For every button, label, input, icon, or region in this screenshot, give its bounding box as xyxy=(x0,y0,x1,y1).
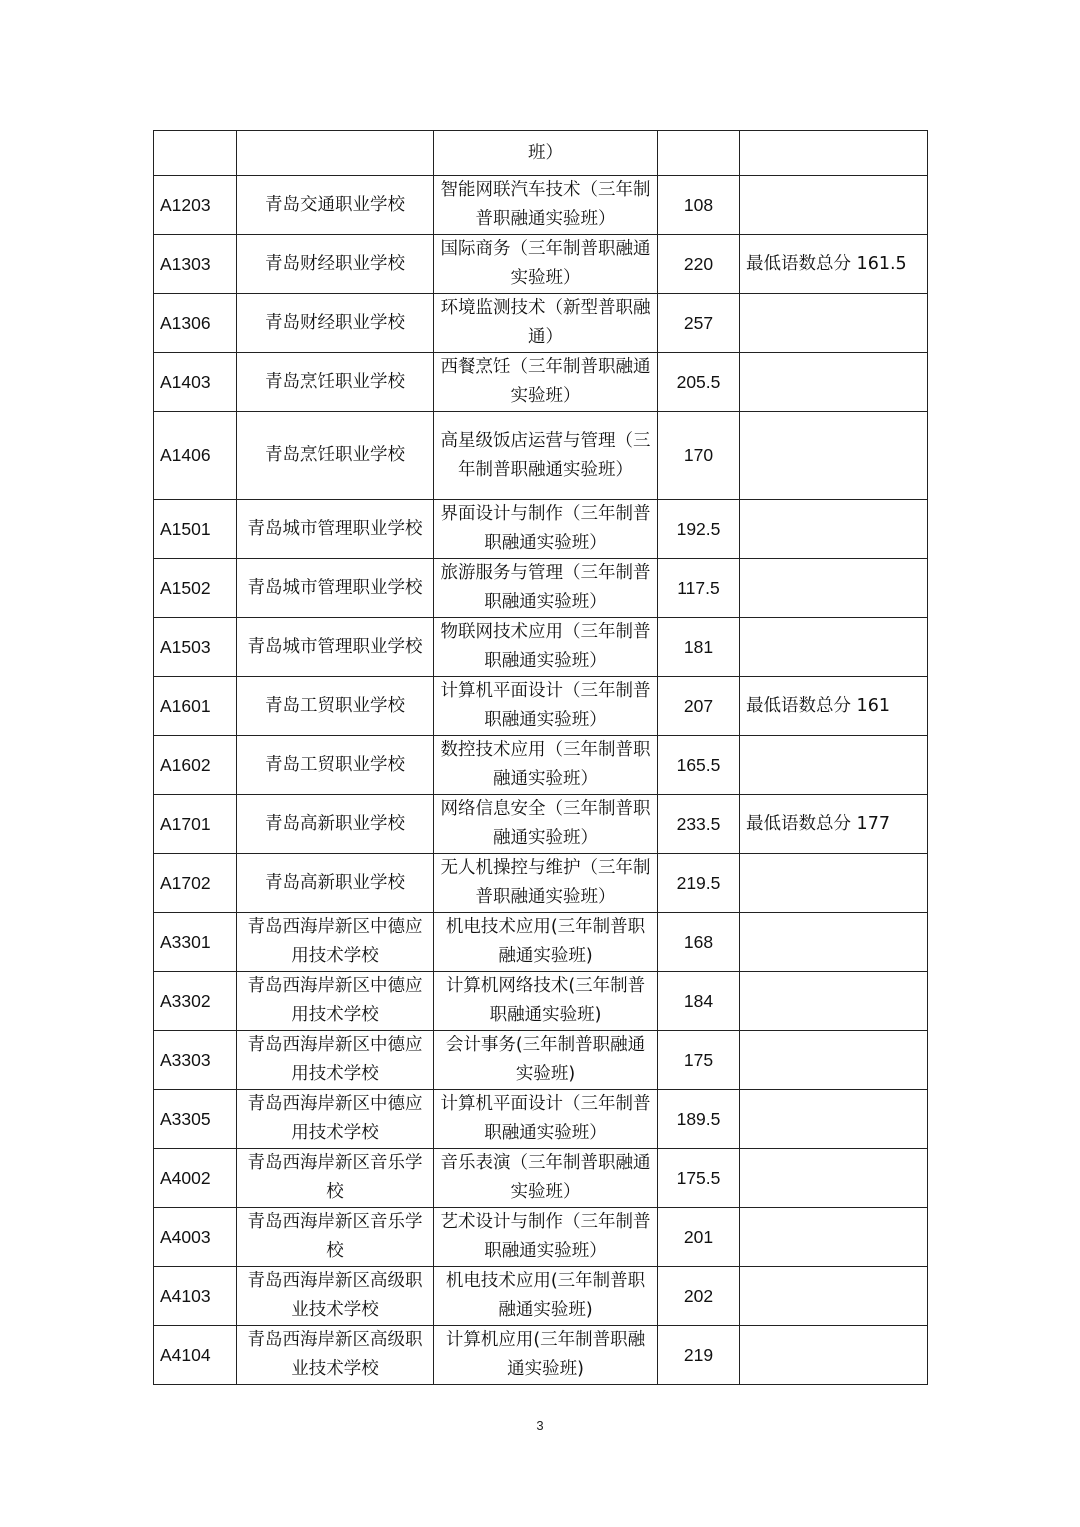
school-code-cell: A1406 xyxy=(154,412,237,500)
school-code-cell: A3301 xyxy=(154,913,237,972)
major-cell: 计算机网络技术(三年制普职融通实验班) xyxy=(434,972,658,1031)
table-row xyxy=(154,1208,928,1267)
major-cell: 界面设计与制作（三年制普职融通实验班） xyxy=(434,500,658,559)
score-cell: 168 xyxy=(658,913,740,972)
school-name-cell: 青岛西海岸新区中德应用技术学校 xyxy=(237,913,434,972)
school-name-cell xyxy=(237,131,434,176)
note-cell xyxy=(740,353,928,412)
school-name-cell: 青岛烹饪职业学校 xyxy=(237,412,434,500)
table-row xyxy=(154,131,928,176)
major-cell: 计算机平面设计（三年制普职融通实验班） xyxy=(434,1090,658,1149)
note-cell xyxy=(740,1326,928,1385)
note-cell xyxy=(740,1090,928,1149)
major-cell: 计算机应用(三年制普职融通实验班) xyxy=(434,1326,658,1385)
school-code-cell: A1501 xyxy=(154,500,237,559)
note-cell xyxy=(740,1267,928,1326)
school-code-cell: A4104 xyxy=(154,1326,237,1385)
school-code-cell: A4103 xyxy=(154,1267,237,1326)
school-name-cell: 青岛交通职业学校 xyxy=(237,176,434,235)
major-cell: 国际商务（三年制普职融通实验班） xyxy=(434,235,658,294)
score-cell: 219.5 xyxy=(658,854,740,913)
school-name-cell: 青岛西海岸新区高级职业技术学校 xyxy=(237,1267,434,1326)
note-cell xyxy=(740,559,928,618)
score-cell: 202 xyxy=(658,1267,740,1326)
school-code-cell: A1702 xyxy=(154,854,237,913)
school-code-cell xyxy=(154,131,237,176)
note-cell xyxy=(740,618,928,677)
major-cell: 数控技术应用（三年制普职融通实验班） xyxy=(434,736,658,795)
table-row xyxy=(154,176,928,235)
score-cell: 181 xyxy=(658,618,740,677)
school-name-cell: 青岛工贸职业学校 xyxy=(237,736,434,795)
school-name-cell: 青岛财经职业学校 xyxy=(237,294,434,353)
school-name-cell: 青岛西海岸新区高级职业技术学校 xyxy=(237,1326,434,1385)
major-cell: 班） xyxy=(434,131,658,176)
note-cell xyxy=(740,854,928,913)
table-row xyxy=(154,294,928,353)
major-cell: 高星级饭店运营与管理（三年制普职融通实验班） xyxy=(434,412,658,500)
school-name-cell: 青岛西海岸新区中德应用技术学校 xyxy=(237,972,434,1031)
note-cell xyxy=(740,294,928,353)
table-row xyxy=(154,559,928,618)
score-cell xyxy=(658,131,740,176)
school-name-cell: 青岛西海岸新区音乐学校 xyxy=(237,1208,434,1267)
note-cell xyxy=(740,1208,928,1267)
note-cell xyxy=(740,913,928,972)
score-cell: 192.5 xyxy=(658,500,740,559)
note-cell xyxy=(740,972,928,1031)
table-row xyxy=(154,618,928,677)
score-cell: 201 xyxy=(658,1208,740,1267)
major-cell: 网络信息安全（三年制普职融通实验班） xyxy=(434,795,658,854)
school-name-cell: 青岛西海岸新区中德应用技术学校 xyxy=(237,1031,434,1090)
table-row xyxy=(154,1090,928,1149)
score-cell: 189.5 xyxy=(658,1090,740,1149)
school-code-cell: A1601 xyxy=(154,677,237,736)
school-code-cell: A1403 xyxy=(154,353,237,412)
school-code-cell: A1203 xyxy=(154,176,237,235)
score-cell: 175.5 xyxy=(658,1149,740,1208)
major-cell: 艺术设计与制作（三年制普职融通实验班） xyxy=(434,1208,658,1267)
score-cell: 165.5 xyxy=(658,736,740,795)
table-row xyxy=(154,677,928,736)
table-row xyxy=(154,795,928,854)
note-cell xyxy=(740,1031,928,1090)
score-cell: 184 xyxy=(658,972,740,1031)
note-cell: 最低语数总分 161 xyxy=(740,677,928,736)
school-code-cell: A1701 xyxy=(154,795,237,854)
table-row xyxy=(154,1149,928,1208)
table-row xyxy=(154,353,928,412)
major-cell: 无人机操控与维护（三年制普职融通实验班） xyxy=(434,854,658,913)
major-cell: 环境监测技术（新型普职融通） xyxy=(434,294,658,353)
school-name-cell: 青岛西海岸新区音乐学校 xyxy=(237,1149,434,1208)
major-cell: 西餐烹饪（三年制普职融通实验班） xyxy=(434,353,658,412)
score-cell: 117.5 xyxy=(658,559,740,618)
school-name-cell: 青岛城市管理职业学校 xyxy=(237,618,434,677)
score-cell: 220 xyxy=(658,235,740,294)
school-code-cell: A1303 xyxy=(154,235,237,294)
school-code-cell: A3302 xyxy=(154,972,237,1031)
note-cell xyxy=(740,131,928,176)
school-code-cell: A1602 xyxy=(154,736,237,795)
note-cell xyxy=(740,1149,928,1208)
score-cell: 205.5 xyxy=(658,353,740,412)
major-cell: 音乐表演（三年制普职融通实验班） xyxy=(434,1149,658,1208)
school-code-cell: A3305 xyxy=(154,1090,237,1149)
score-cell: 108 xyxy=(658,176,740,235)
table-row xyxy=(154,913,928,972)
school-name-cell: 青岛财经职业学校 xyxy=(237,235,434,294)
major-cell: 计算机平面设计（三年制普职融通实验班） xyxy=(434,677,658,736)
school-code-cell: A1503 xyxy=(154,618,237,677)
school-code-cell: A1502 xyxy=(154,559,237,618)
school-code-cell: A4002 xyxy=(154,1149,237,1208)
note-cell xyxy=(740,500,928,559)
school-code-cell: A1306 xyxy=(154,294,237,353)
school-name-cell: 青岛西海岸新区中德应用技术学校 xyxy=(237,1090,434,1149)
table-row xyxy=(154,854,928,913)
page-number: 3 xyxy=(536,1418,544,1433)
major-cell: 机电技术应用(三年制普职融通实验班) xyxy=(434,1267,658,1326)
note-cell xyxy=(740,736,928,795)
score-cell: 257 xyxy=(658,294,740,353)
table-row xyxy=(154,412,928,500)
admission-score-table xyxy=(153,130,928,1385)
table-row xyxy=(154,1031,928,1090)
table-row xyxy=(154,1267,928,1326)
score-cell: 219 xyxy=(658,1326,740,1385)
major-cell: 智能网联汽车技术（三年制普职融通实验班） xyxy=(434,176,658,235)
school-code-cell: A3303 xyxy=(154,1031,237,1090)
table-row xyxy=(154,1326,928,1385)
table-row xyxy=(154,972,928,1031)
major-cell: 机电技术应用(三年制普职融通实验班) xyxy=(434,913,658,972)
school-name-cell: 青岛城市管理职业学校 xyxy=(237,559,434,618)
score-cell: 175 xyxy=(658,1031,740,1090)
table-row xyxy=(154,736,928,795)
note-cell: 最低语数总分 161.5 xyxy=(740,235,928,294)
score-cell: 207 xyxy=(658,677,740,736)
school-code-cell: A4003 xyxy=(154,1208,237,1267)
table-row xyxy=(154,235,928,294)
major-cell: 物联网技术应用（三年制普职融通实验班） xyxy=(434,618,658,677)
table-row xyxy=(154,500,928,559)
score-cell: 233.5 xyxy=(658,795,740,854)
school-name-cell: 青岛烹饪职业学校 xyxy=(237,353,434,412)
note-cell xyxy=(740,412,928,500)
major-cell: 旅游服务与管理（三年制普职融通实验班） xyxy=(434,559,658,618)
major-cell: 会计事务(三年制普职融通实验班) xyxy=(434,1031,658,1090)
note-cell xyxy=(740,176,928,235)
school-name-cell: 青岛工贸职业学校 xyxy=(237,677,434,736)
school-name-cell: 青岛高新职业学校 xyxy=(237,854,434,913)
score-cell: 170 xyxy=(658,412,740,500)
note-cell: 最低语数总分 177 xyxy=(740,795,928,854)
school-name-cell: 青岛高新职业学校 xyxy=(237,795,434,854)
school-name-cell: 青岛城市管理职业学校 xyxy=(237,500,434,559)
